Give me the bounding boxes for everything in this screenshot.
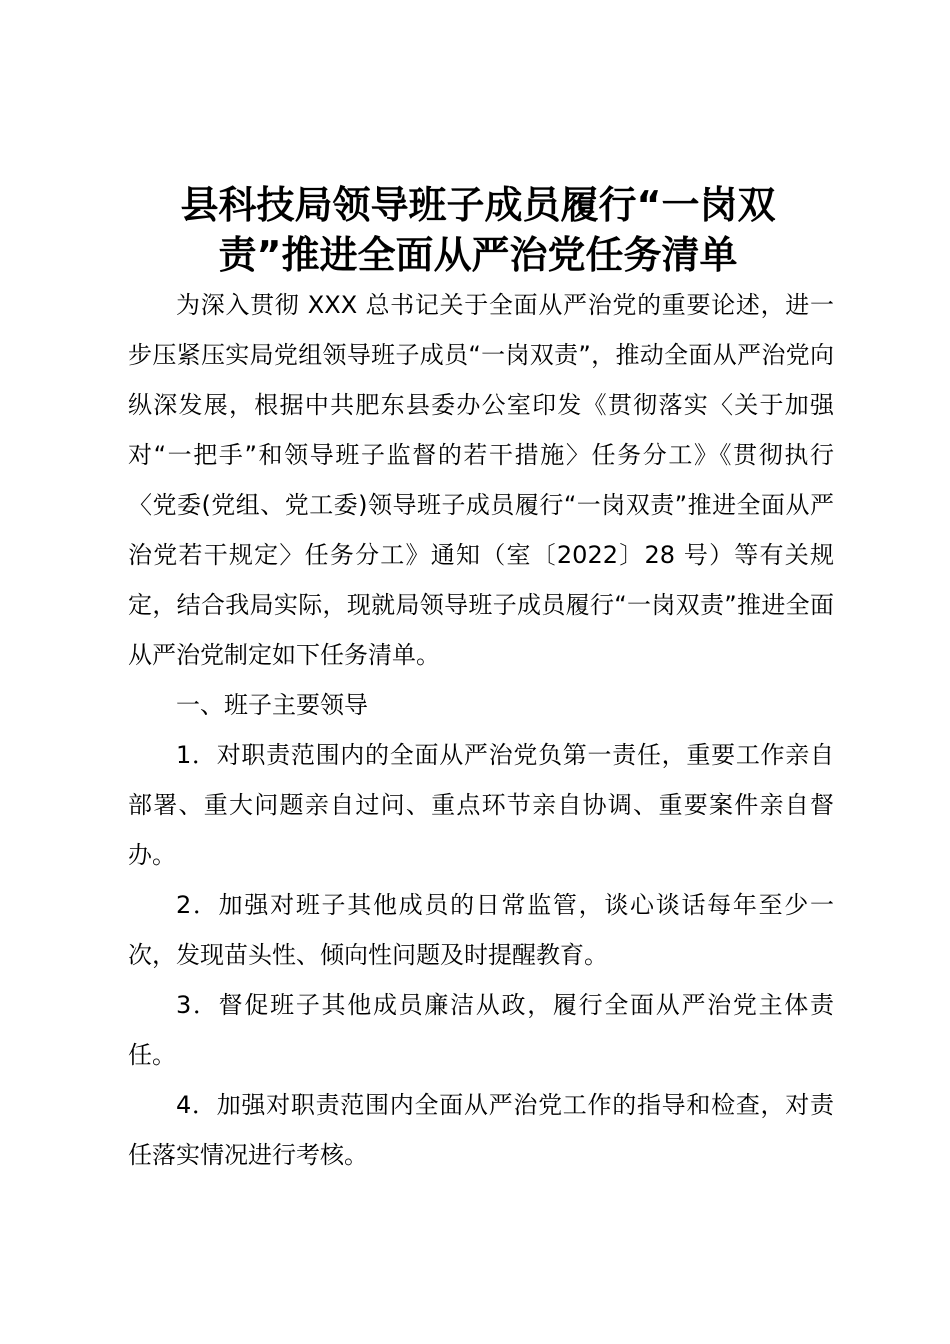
document-body [128, 280, 834, 1180]
list-item: 3．督促班子其他成员廉洁从政，履行全面从严治党主体责任。 [128, 991, 834, 1069]
document-title [128, 180, 828, 280]
section-heading: 一、班子主要领导 [176, 691, 368, 719]
list-item: 4．加强对职责范围内全面从严治党工作的指导和检查，对责任落实情况进行考核。 [128, 1091, 834, 1169]
title-line-2: 责”推进全面从严治党任务清单 [218, 233, 738, 277]
list-item: 2．加强对班子其他成员的日常监管，谈心谈话每年至少一次，发现苗头性、倾向性问题及时提醒教育。 [128, 891, 834, 969]
intro-paragraph: 为深入贯彻 XXX 总书记关于全面从严治党的重要论述，进一步压紧压实局党组领导班子成员“一岗双责”，推动全面从严治党向纵深发展，根据中共肥东县委办公室印发《贯彻落实〈关于加强对“一把手”和领导班子监督的若干措施〉任务分工》《贯彻执行〈党委(党组、党工委)领导班子成员履行“一岗双责”推进全面从严治党若干规定〉任务分工》通知（室〔2022〕28 号）等有关规定，结合我局实际，现就局领导班子成员履行“一岗双责”推进全面从严治党制定如下任务清单。 [128, 291, 834, 669]
title-line-1: 县科技局领导班子成员履行“一岗双 [180, 183, 776, 227]
list-item: 1．对职责范围内的全面从严治党负第一责任，重要工作亲自部署、重大问题亲自过问、重点环节亲自协调、重要案件亲自督办。 [128, 741, 834, 869]
